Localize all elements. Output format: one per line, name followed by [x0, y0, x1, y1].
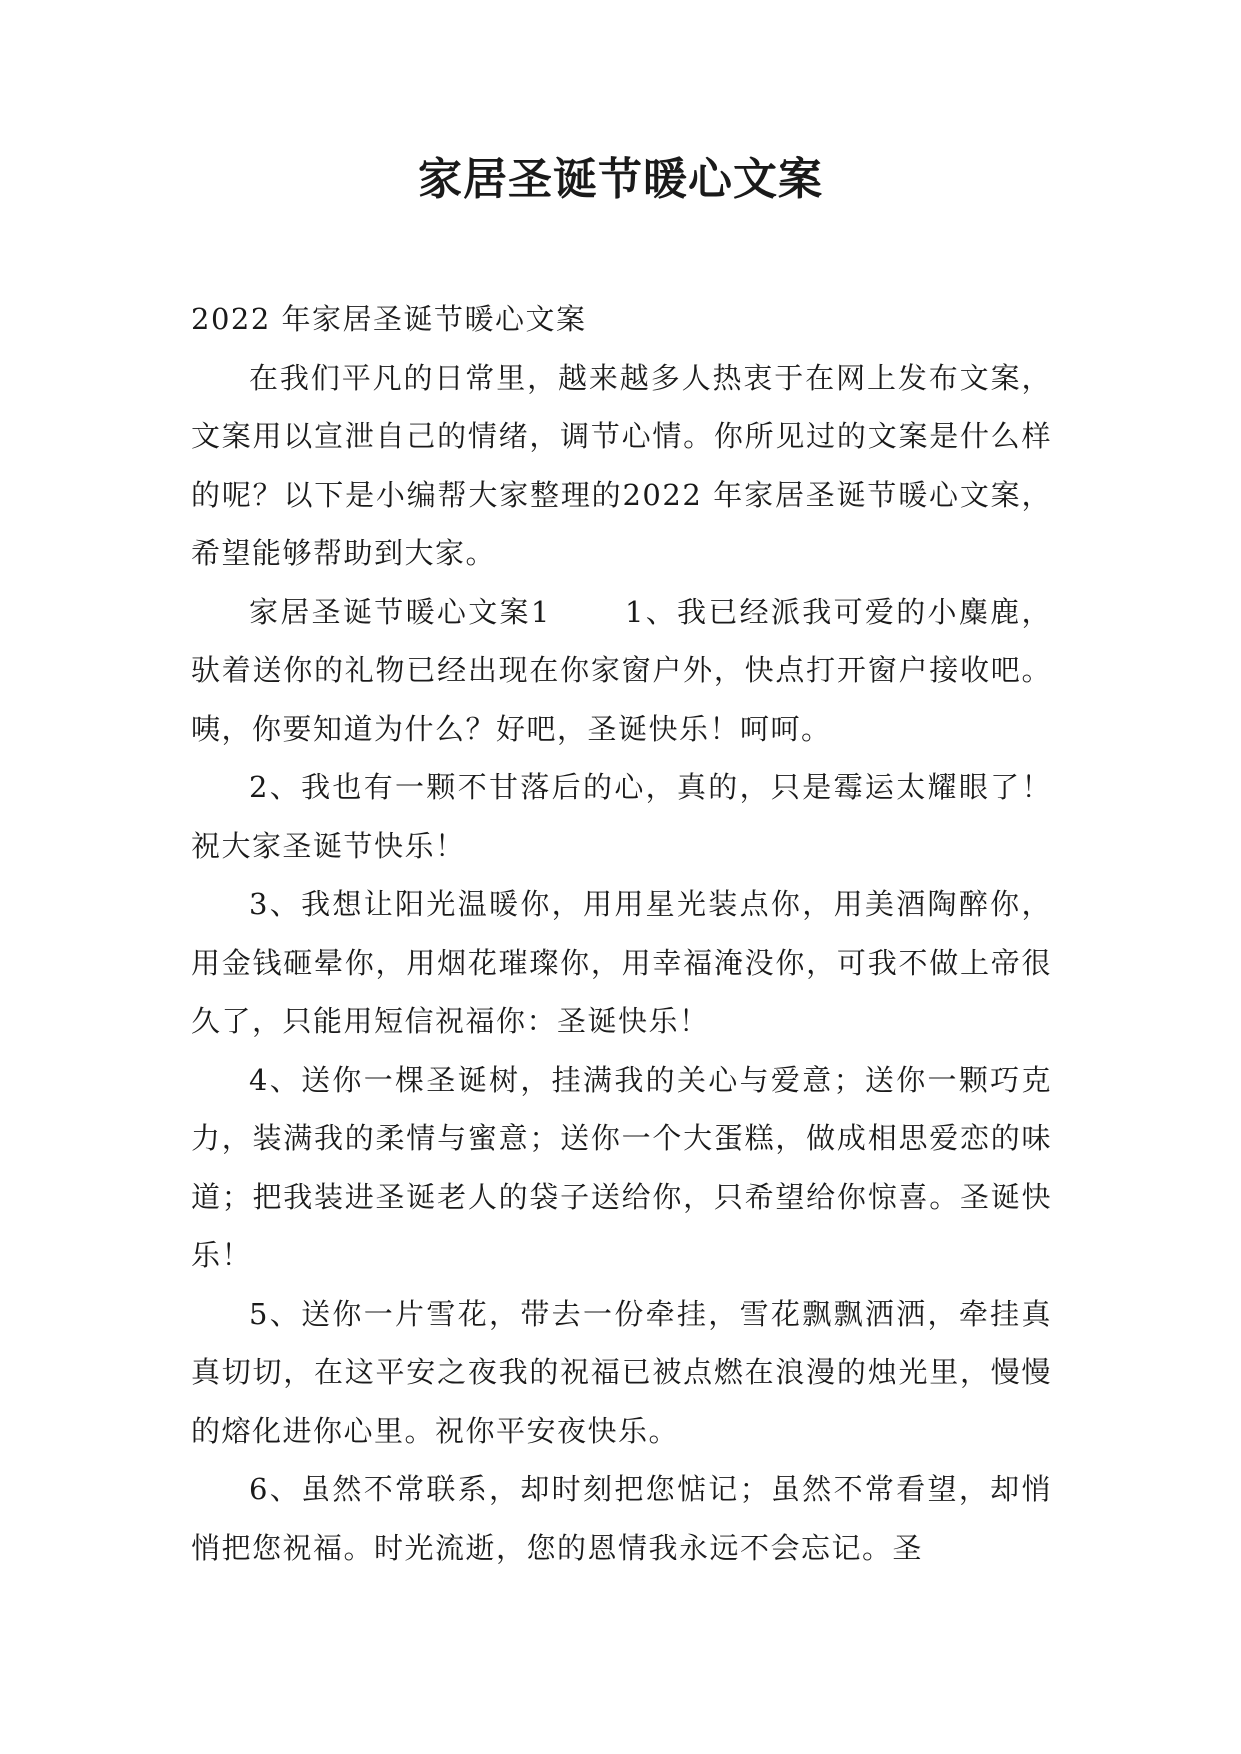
paragraph-item-4: 4、送你一棵圣诞树，挂满我的关心与爱意；送你一颗巧克力，装满我的柔情与蜜意；送你一个大蛋糕，做成相思爱恋的味道；把我装进圣诞老人的袋子送给你，只希望给你惊喜。圣诞快乐！ [191, 1062, 1052, 1272]
document-body [191, 290, 1052, 1577]
paragraph-item-2: 2、我也有一颗不甘落后的心，真的，只是霉运太耀眼了！祝大家圣诞节快乐！ [191, 770, 1052, 863]
document-title: 家居圣诞节暖心文案 [418, 154, 823, 205]
paragraph-item-5: 5、送你一片雪花，带去一份牵挂，雪花飘飘洒洒，牵挂真真切切，在这平安之夜我的祝福已被点燃在浪漫的烛光里，慢慢的熔化进你心里。祝你平安夜快乐。 [191, 1296, 1052, 1448]
document-subtitle: 2022 年家居圣诞节暖心文案 [191, 302, 587, 336]
paragraph-item-6: 6、虽然不常联系，却时刻把您惦记；虽然不常看望，却悄悄把您祝福。时光流逝，您的恩情我永远不会忘记。圣 [191, 1472, 1052, 1565]
paragraph-item-3: 3、我想让阳光温暖你，用用星光装点你，用美酒陶醉你，用金钱砸晕你，用烟花璀璨你，用幸福淹没你，可我不做上帝很久了，只能用短信祝福你：圣诞快乐！ [191, 887, 1052, 1038]
paragraph-item-1: 家居圣诞节暖心文案1 1、我已经派我可爱的小麋鹿，驮着送你的礼物已经出现在你家窗户外，快点打开窗户接收吧。咦，你要知道为什么？好吧，圣诞快乐！呵呵。 [191, 594, 1052, 746]
intro-paragraph: 在我们平凡的日常里，越来越多人热衷于在网上发布文案，文案用以宣泄自己的情绪，调节心情。你所见过的文案是什么样的呢？以下是小编帮大家整理的2022 年家居圣诞节暖心文案，希望能够帮助到大家。 [191, 360, 1052, 570]
